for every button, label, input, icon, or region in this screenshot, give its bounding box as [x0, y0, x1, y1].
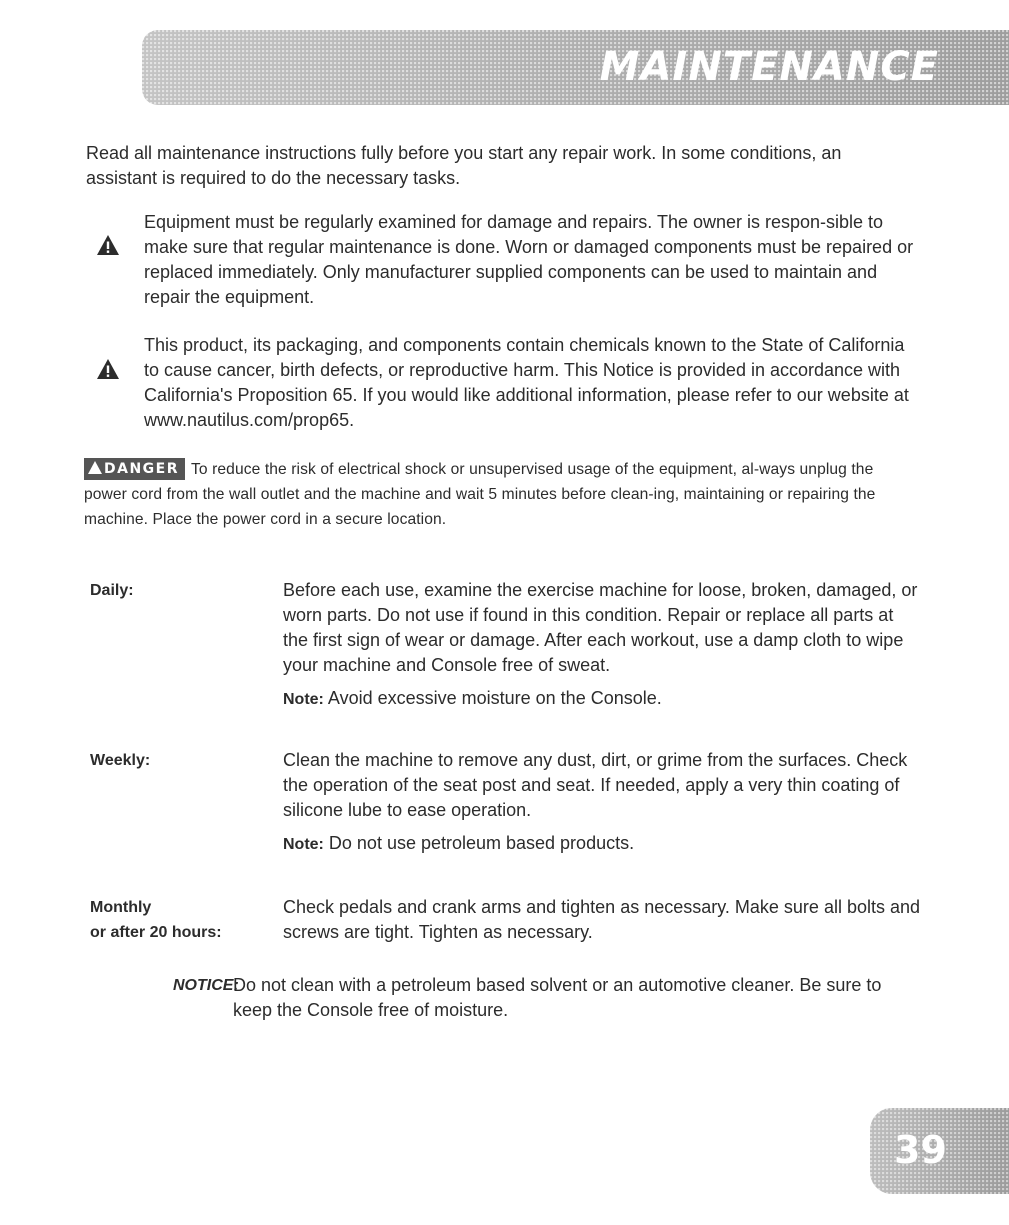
note-text: Do not use petroleum based products.: [328, 833, 635, 853]
warning-prop65: This product, its packaging, and components contain chemicals known to the State of California to cause cancer, birth defects, or reproductive harm. This Notice is provided in accordance with California's Proposition 65. If you would like additional information, please refer to our website at www.nautilus.com/prop65.: [144, 335, 909, 430]
page-number: 39: [894, 1128, 947, 1172]
schedule-label-weekly: Weekly:: [90, 752, 151, 769]
danger-statement: [84, 457, 914, 532]
notice-label: NOTICE:: [173, 977, 239, 994]
schedule-weekly-note: [283, 831, 923, 857]
schedule-weekly: [283, 748, 923, 857]
section-header-banner: [142, 30, 1009, 105]
intro-paragraph: Read all maintenance instructions fully before you start any repair work. In some conditions, an assistant is required to do the necessary tasks.: [86, 143, 842, 188]
note-label: Note:: [283, 836, 324, 853]
warning-triangle-icon: [96, 234, 120, 256]
section-title: MAINTENANCE: [599, 44, 939, 90]
schedule-label-daily: Daily:: [90, 582, 134, 599]
warning-triangle-icon: [96, 358, 120, 380]
note-label: Note:: [283, 691, 324, 708]
danger-badge-label: DANGER: [104, 461, 180, 477]
schedule-monthly-text: Check pedals and crank arms and tighten as necessary. Make sure all bolts and screws are tight. Tighten as necessary.: [283, 897, 921, 942]
schedule-weekly-text: Clean the machine to remove any dust, dirt, or grime from the surfaces. Check the operation of the seat post and seat. If needed, apply a very thin coating of silicone lube to ease operation.: [283, 750, 908, 820]
schedule-daily-note: [283, 686, 923, 712]
danger-badge: [84, 458, 185, 480]
schedule-label-monthly-line1: Monthly: [90, 899, 152, 916]
notice-text: Do not clean with a petroleum based solvent or an automotive cleaner. Be sure to keep the Console free of moisture.: [233, 975, 882, 1020]
page-number-tab: [870, 1108, 1009, 1194]
schedule-daily-text: Before each use, examine the exercise machine for loose, broken, damaged, or worn parts. Do not use if found in this condition. Repair or replace all parts at the first sign of wear or damage. After each workout, use a damp cloth to wipe your machine and Console free of sweat.: [283, 580, 918, 675]
schedule-label-monthly: [90, 895, 222, 945]
warning-equipment-inspection: Equipment must be regularly examined for damage and repairs. The owner is respon-sible to make sure that regular maintenance is done. Worn or damaged components must be repaired or replaced immediately. Only manufacturer supplied components can be used to maintain and repair the equipment.: [144, 212, 914, 307]
schedule-daily: [283, 578, 923, 712]
danger-text: To reduce the risk of electrical shock or unsupervised usage of the equipment, al-ways unplug the power cord from the wall outlet and the machine and wait 5 minutes before clean-ing, maintaining or repairing the machine. Place the power cord in a secure location.: [84, 461, 876, 528]
warning-triangle-icon: [88, 461, 102, 474]
schedule-label-monthly-line2: or after 20 hours:: [90, 924, 222, 941]
note-text: Avoid excessive moisture on the Console.: [327, 688, 662, 708]
